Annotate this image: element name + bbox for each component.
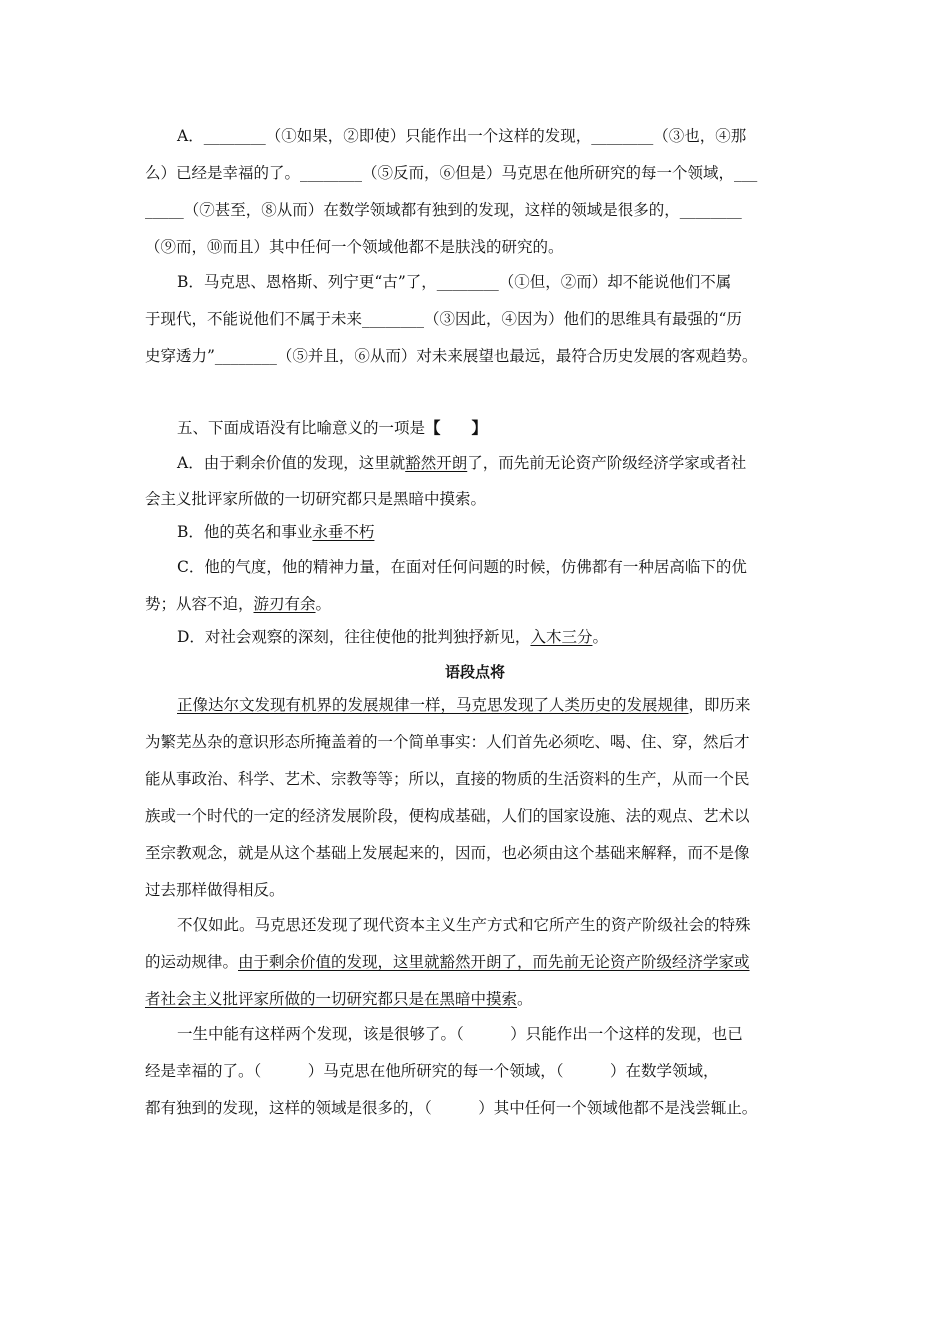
q5-option-a-text: A．由于剩余价值的发现，这里就 xyxy=(177,454,406,472)
q4-option-a-line-3: _____（⑦甚至，⑧从而）在数学领域都有独到的发现，这样的领域是很多的，________ xyxy=(145,201,742,219)
q5-option-b-text: B．他的英名和事业 xyxy=(177,523,313,541)
underlined-sentence-surplus-2: 者社会主义批评家所做的一切研究都只是在黑暗中摸索 xyxy=(145,990,518,1008)
idiom-huoran-kailang: 豁然开朗 xyxy=(405,454,468,472)
underlined-sentence-surplus-1: 由于剩余价值的发现，这里就豁然开朗了，而先前无论资产阶级经济学家或 xyxy=(238,953,750,971)
q5-option-a-text-cont: 了，而先前无论资产阶级经济学家或者社 xyxy=(467,454,747,472)
passage-p2-line-2 xyxy=(145,952,805,972)
q4-option-a-line-4: （⑨而，⑩而且）其中任何一个领域他都不是肤浅的研究的。 xyxy=(145,238,564,256)
passage-p1-line-6: 过去那样做得相反。 xyxy=(145,881,285,899)
q5-option-d-text: D．对社会观察的深刻，往往使他的批判独抒新见， xyxy=(177,628,531,646)
answer-bracket: 【 】 xyxy=(425,418,488,437)
passage-p3-line-2: 经是幸福的了。（ ）马克思在他所研究的每一个领域，（ ）在数学领域， xyxy=(145,1062,719,1080)
q5-option-a-line-1 xyxy=(177,453,805,473)
passage-p1-line-2: 为繁芜丛杂的意识形态所掩盖着的一个简单事实：人们首先必须吃、喝、住、穿，然后才 xyxy=(145,733,750,751)
passage-p2-line-2-start: 的运动规律。 xyxy=(145,953,239,971)
passage-p2-line-3-end: 。 xyxy=(517,990,533,1008)
passage-p1-line-1-end: ，即历来 xyxy=(688,696,751,714)
q4-option-a-line-2: 么）已经是幸福的了。________（⑤反而，⑥但是）马克思在他所研究的每一个领域，___ xyxy=(145,164,758,182)
q5-option-b xyxy=(177,522,805,542)
idiom-rumu-sanfen: 入木三分 xyxy=(530,628,593,646)
q5-option-d xyxy=(177,627,805,647)
q5-option-c-end: 。 xyxy=(315,595,332,613)
q5-title xyxy=(177,418,805,438)
underlined-sentence-darwin: 正像达尔文发现有机界的发展规律一样，马克思发现了人类历史的发展规律 xyxy=(177,696,689,714)
q4-option-b-line-3: 史穿透力”________（⑤并且，⑥从而）对未来展望也最远，最符合历史发展的客观趋势。 xyxy=(145,347,758,365)
passage-p1-line-5: 至宗教观念，就是从这个基础上发展起来的，因而，也必须由这个基础来解释，而不是像 xyxy=(145,844,750,862)
idiom-youren-youyu: 游刃有余 xyxy=(253,595,316,613)
q5-option-c-text: 势；从容不迫， xyxy=(145,595,254,613)
passage-p1-line-4: 族或一个时代的一定的经济发展阶段，便构成基础，人们的国家设施、法的观点、艺术以 xyxy=(145,807,750,825)
passage-p2-line-3 xyxy=(145,989,805,1009)
q5-option-c-line-2 xyxy=(145,594,805,614)
q5-option-d-end: 。 xyxy=(592,628,608,646)
passage-p3-line-1: 一生中能有这样两个发现，该是很够了。（ ）只能作出一个这样的发现，也已 xyxy=(177,1025,743,1043)
q4-option-b-line-1: B．马克思、恩格斯、列宁更“古”了，________（①但，②而）却不能说他们不属 xyxy=(177,273,732,291)
q5-option-a-line-2: 会主义批评家所做的一切研究都只是黑暗中摸索。 xyxy=(145,490,487,508)
passage-p2-line-1: 不仅如此。马克思还发现了现代资本主义生产方式和它所产生的资产阶级社会的特殊 xyxy=(177,916,751,934)
q5-title-text: 五、下面成语没有比喻意义的一项是 xyxy=(177,419,426,437)
section-heading: 语段点将 xyxy=(444,663,505,681)
q4-option-b-line-2: 于现代，不能说他们不属于未来________（③因此，④因为）他们的思维具有最强的“历 xyxy=(145,310,742,328)
q4-option-a-line-1: A．________（①如果，②即使）只能作出一个这样的发现，________（③也，④那 xyxy=(177,127,747,145)
passage-p1-line-3: 能从事政治、科学、艺术、宗教等等；所以，直接的物质的生活资料的生产，从而一个民 xyxy=(145,770,750,788)
idiom-yongchui-buxiu: 永垂不朽 xyxy=(312,523,375,541)
q5-option-c-line-1: C．他的气度，他的精神力量，在面对任何问题的时候，仿佛都有一种居高临下的优 xyxy=(177,558,747,576)
passage-p1-line-1 xyxy=(177,695,805,715)
passage-p3-line-3: 都有独到的发现，这样的领域是很多的，（ ）其中任何一个领域他都不是浅尝辄止。 xyxy=(145,1099,758,1117)
